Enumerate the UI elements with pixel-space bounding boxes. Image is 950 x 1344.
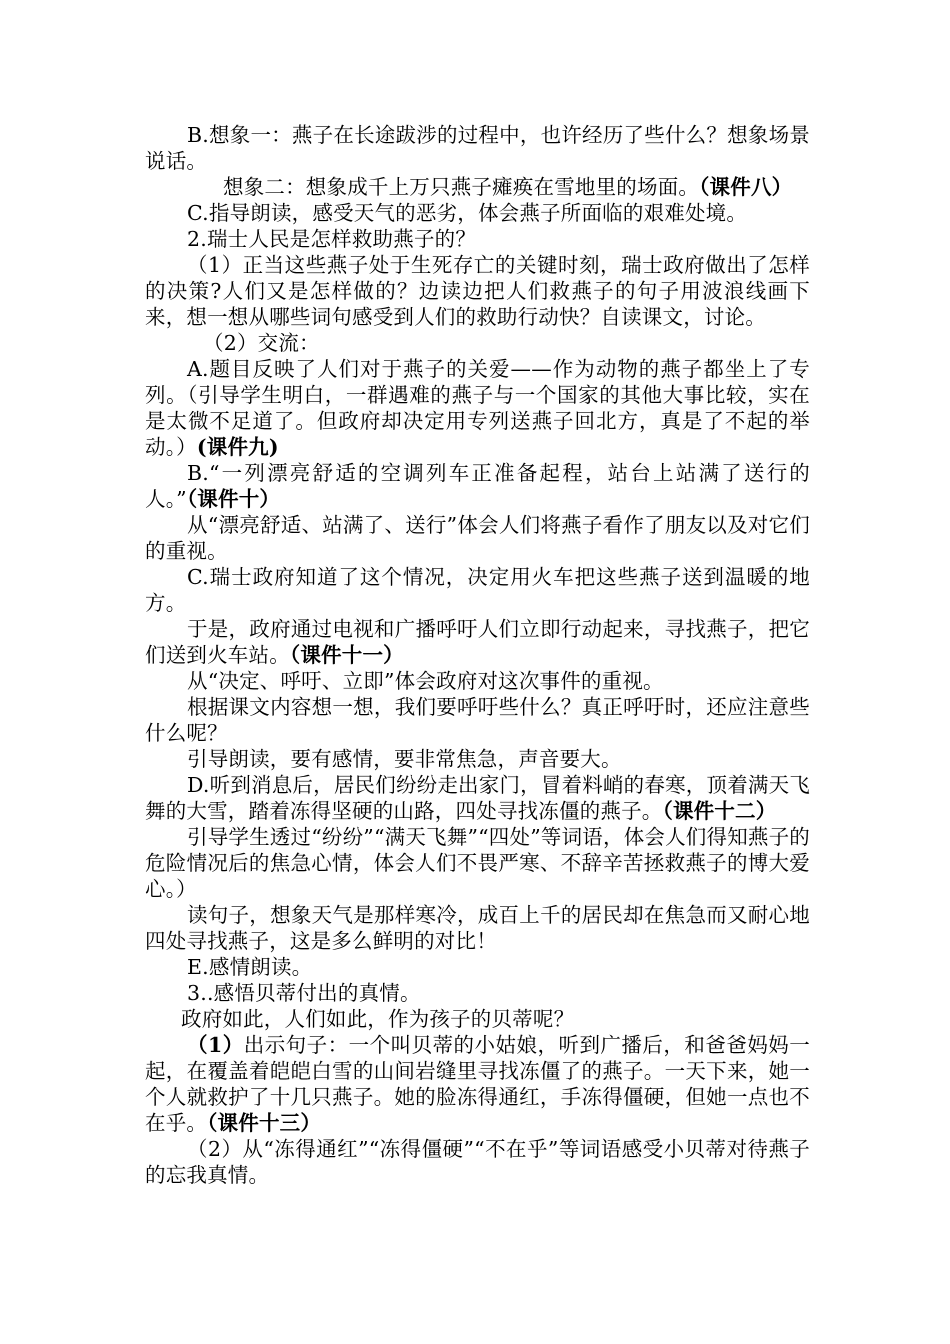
paragraph-text: （2）从“冻得通红”“冻得僵硬”“不在乎”等词语感受小贝蒂对待燕子的忘我真情。 [145,1137,810,1187]
paragraph-betty-feeling [145,1136,810,1188]
section-heading-3 [145,980,810,1006]
paragraph-betty-quote [145,1032,810,1136]
paragraph-text: A.题目反映了人们对于燕子的关爱——作为动物的燕子都坐上了专列。（引导学生明白，一群遇难的燕子与一个国家的其他大事比较，实在是太微不足道了。但政府却决定用专列送燕子回北方，真是了不起的举动。） [145,357,810,459]
paragraph-text: 于是，政府通过电视和广播呼吁人们立即行动起来，寻找燕子，把它们送到火车站。 [145,617,810,667]
paragraph-guided-reading [145,200,810,226]
paragraph-text: 引导朗读，要有感情，要非常焦急，声音要大。 [187,747,622,771]
paragraph-guided-reading-2 [145,746,810,772]
paragraph-point-a [145,356,810,460]
paragraph-text: 3..感悟贝蒂付出的真情。 [187,981,421,1005]
paragraph-text: C.瑞士政府知道了这个情况，决定用火车把这些燕子送到温暖的地方。 [145,565,810,615]
courseware-ref: （课件十） [186,487,281,511]
paragraph-betty-question [145,1006,810,1032]
paragraph-imagine-two [145,174,810,200]
paragraph-point-d [145,772,810,824]
paragraph-point-b-note [145,512,810,564]
document-body [145,122,810,1188]
paragraph-question-1 [145,252,810,330]
paragraph-point-e [145,954,810,980]
paragraph-point-d-note [145,824,810,902]
paragraph-point-c-note [145,668,810,694]
paragraph-exchange [145,330,810,356]
paragraph-text: B.想象一：燕子在长途跋涉的过程中，也许经历了些什么？想象场景说话。 [145,123,810,173]
item-number: （1） [187,1033,244,1057]
paragraph-text: 出示句子：一个叫贝蒂的小姑娘，听到广播后，和爸爸妈妈一起，在覆盖着皑皑白雪的山间岩缝里寻找冻僵了的燕子。一天下来，她一个人就救护了十几只燕子。她的脸冻得通红，手冻得僵硬，但她一点也不在乎。 [145,1033,810,1135]
courseware-ref: （课件十二） [662,799,777,823]
paragraph-text: 想象二：想象成千上万只燕子瘫痪在雪地里的场面。 [223,175,700,199]
paragraph-text: 根据课文内容想一想，我们要呼吁些什么？真正呼吁时，还应注意些什么呢？ [145,695,810,745]
courseware-ref: (课件九) [196,435,279,459]
courseware-ref: （课件八） [699,175,793,199]
paragraph-text: 读句子，想象天气是那样寒冷，成百上千的居民却在焦急而又耐心地四处寻找燕子，这是多么鲜明的对比！ [145,903,810,953]
paragraph-text: （1）正当这些燕子处于生死存亡的关键时刻，瑞士政府做出了怎样的决策?人们又是怎样做的？边读边把人们救燕子的句子用波浪线画下来，想一想从哪些词句感受到人们的救助行动快？自读课文，讨论。 [145,253,810,329]
paragraph-text: D.听到消息后，居民们纷纷走出家门，冒着料峭的春寒，顶着满天飞舞的大雪，踏着冻得坚硬的山路，四处寻找冻僵的燕子。 [145,773,810,823]
paragraph-think [145,694,810,746]
section-heading-2 [145,226,810,252]
paragraph-text: 从“漂亮舒适、站满了、送行”体会人们将燕子看作了朋友以及对它们的重视。 [145,513,810,563]
paragraph-contrast [145,902,810,954]
paragraph-text: 从“决定、呼吁、立即”体会政府对这次事件的重视。 [187,669,664,693]
paragraph-text: E.感情朗读。 [187,955,313,979]
paragraph-imagine-one [145,122,810,174]
courseware-ref: （课件十三） [207,1111,322,1135]
paragraph-text: B.“一列漂亮舒适的空调列车正准备起程，站台上站满了送行的人。” [145,461,810,511]
paragraph-text: 2.瑞士人民是怎样救助燕子的？ [187,227,477,251]
paragraph-text: 引导学生透过“纷纷”“满天飞舞”“四处”等词语，体会人们得知燕子的危险情况后的焦急心情，体会人们不畏严寒、不辞辛苦拯救燕子的博大爱心。） [145,825,810,901]
paragraph-text: 政府如此，人们如此，作为孩子的贝蒂呢？ [181,1007,575,1031]
paragraph-text: （2）交流： [203,331,320,355]
paragraph-point-b [145,460,810,512]
paragraph-text: C.指导朗读，感受天气的恶劣，体会燕子所面临的艰难处境。 [187,201,748,225]
courseware-ref: （课件十一） [289,643,404,667]
paragraph-point-c [145,564,810,616]
paragraph-point-c-quote [145,616,810,668]
